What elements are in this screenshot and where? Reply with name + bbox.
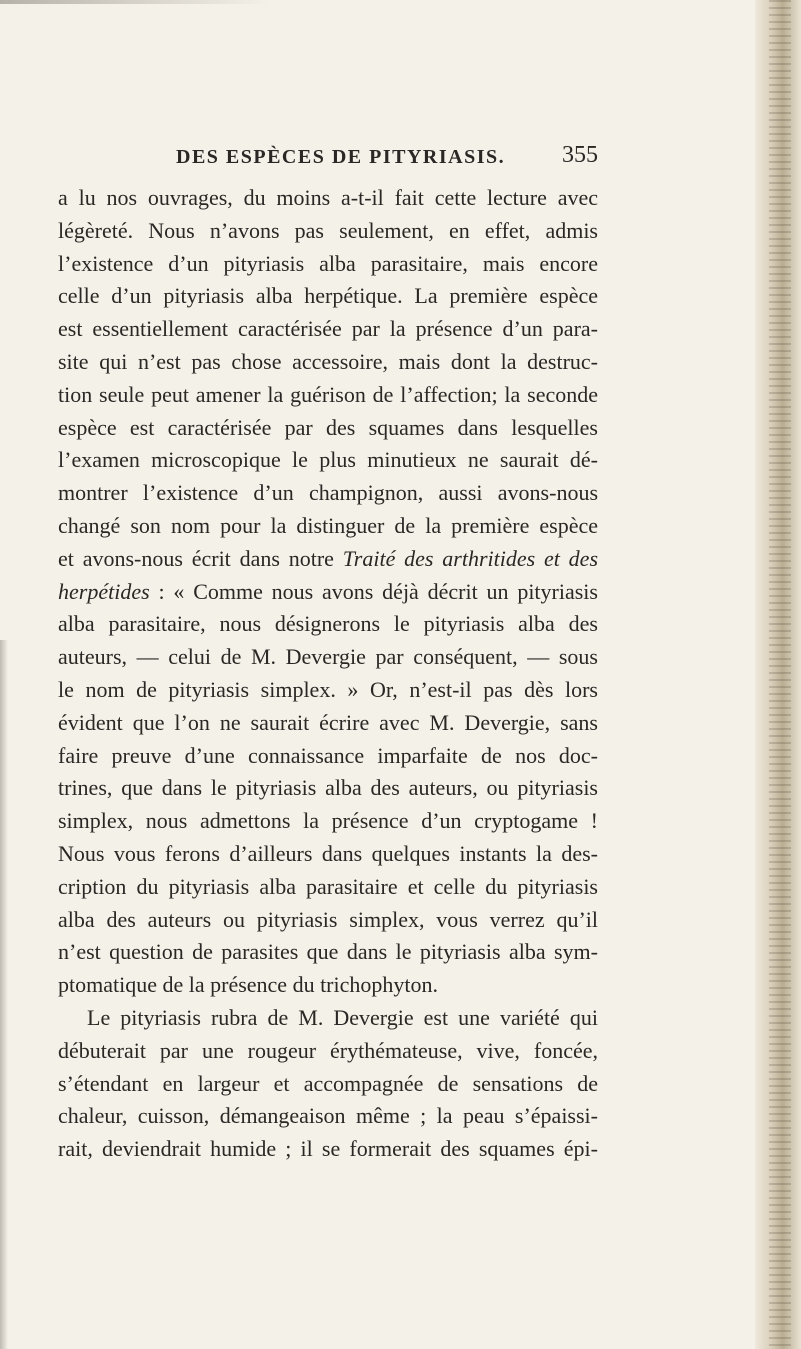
top-edge-rule	[0, 0, 270, 4]
text-line: s’étendant en largeur et accompagnée de sensations de	[58, 1070, 598, 1096]
text-line: chaleur, cuisson, démangeaison même ; la peau s’épaissi-	[58, 1103, 598, 1129]
book-title-italic: Traité des arthritides et des	[342, 545, 599, 571]
binding-texture	[769, 0, 791, 1349]
page-number: 355	[562, 142, 598, 168]
running-head-title: DES ESPÈCES DE PITYRIASIS.	[176, 146, 506, 168]
text-line: est essentiellement caractérisée par la présence d’un para-	[58, 316, 598, 342]
text-line: a lu nos ouvrages, du moins a-t-il fait cette lecture avec	[58, 185, 598, 210]
text-line: espèce est caractérisée par des squames dans lesquelles	[58, 414, 598, 440]
text-segment: et avons-nous écrit dans notre	[58, 545, 343, 571]
text-line: celle d’un pityriasis alba herpétique. La première espèce	[58, 283, 598, 309]
text-line	[58, 576, 598, 609]
text-line	[58, 543, 598, 576]
text-line: cription du pityriasis alba parasitaire et celle du pityriasis	[58, 873, 598, 899]
text-line: auteurs, — celui de M. Devergie par conséquent, — sous	[58, 644, 598, 670]
text-line: Le pityriasis rubra de M. Devergie est une variété qui	[87, 1004, 598, 1030]
book-binding-edge	[755, 0, 801, 1349]
text-line: débuterait par une rougeur érythémateuse, vive, foncée,	[58, 1037, 598, 1063]
text-line: faire preuve d’une connaissance imparfaite de nos doc-	[58, 742, 598, 768]
text-line: montrer l’existence d’un champignon, aussi avons-nous	[58, 480, 598, 506]
text-line: l’existence d’un pityriasis alba parasitaire, mais encore	[58, 250, 598, 276]
book-title-italic: herpétides	[58, 578, 150, 604]
text-line: site qui n’est pas chose accessoire, mais dont la destruc-	[58, 348, 598, 374]
text-line: tion seule peut amener la guérison de l’affection; la seconde	[58, 381, 598, 407]
text-line: trines, que dans le pityriasis alba des auteurs, ou pityriasis	[58, 775, 598, 801]
running-head	[58, 142, 598, 174]
body-text	[58, 182, 598, 1166]
page-shadow	[0, 640, 8, 1349]
text-line: alba des auteurs ou pityriasis simplex, vous verrez qu’il	[58, 906, 598, 932]
text-line: évident que l’on ne saurait écrire avec M. Devergie, sans	[58, 709, 598, 735]
text-line: simplex, nous admettons la présence d’un cryptogame !	[58, 808, 598, 834]
text-line: légèreté. Nous n’avons pas seulement, en effet, admis	[58, 217, 598, 243]
text-line: Nous vous ferons d’ailleurs dans quelques instants la des-	[58, 840, 598, 866]
text-line: rait, deviendrait humide ; il se formerait des squames épi-	[58, 1136, 598, 1162]
text-line: n’est question de parasites que dans le pityriasis alba sym-	[58, 939, 598, 965]
text-line: le nom de pityriasis simplex. » Or, n’est-il pas dès lors	[58, 676, 598, 702]
text-line: ptomatique de la présence du trichophyton.	[58, 972, 438, 998]
text-line: l’examen microscopique le plus minutieux ne saurait dé-	[58, 447, 598, 473]
text-line: changé son nom pour la distinguer de la première espèce	[58, 512, 598, 538]
text-segment: : « Comme nous avons déjà décrit un pityriasis	[149, 578, 598, 604]
text-line: alba parasitaire, nous désignerons le pityriasis alba des	[58, 611, 598, 637]
